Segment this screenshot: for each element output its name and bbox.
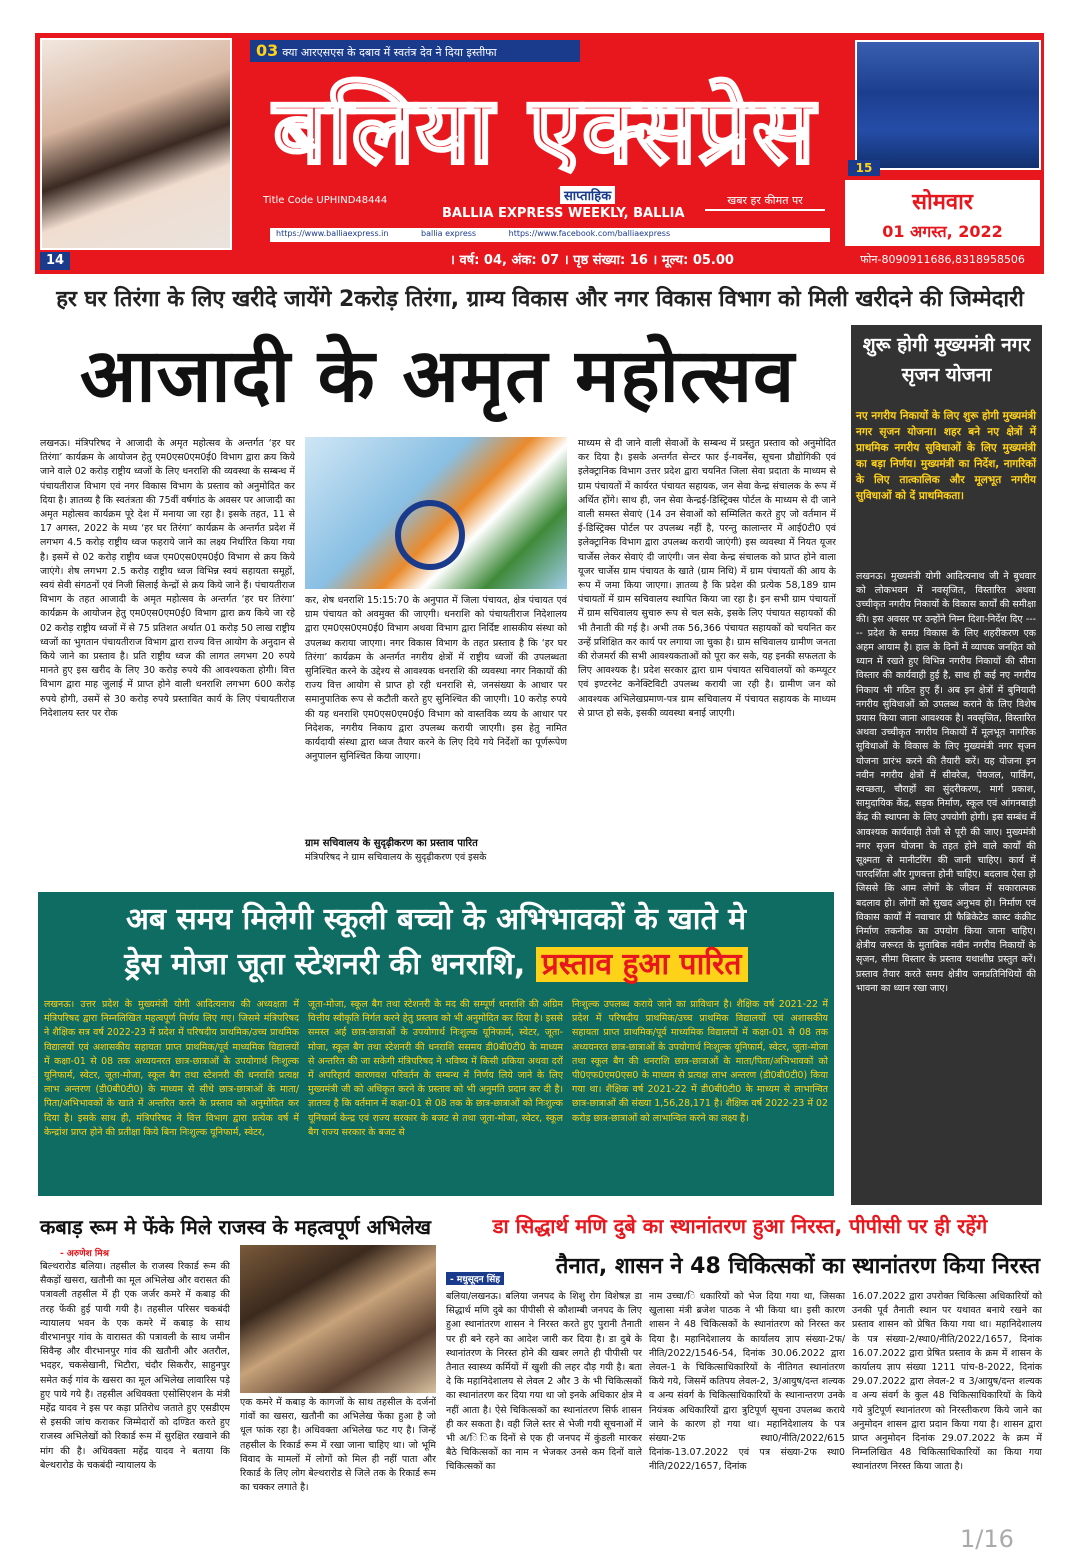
issue-date: 01 अगस्त, 2022: [882, 222, 1003, 241]
main-headline: आजादी के अमृत महोत्सव: [79, 333, 796, 419]
records-photo: [240, 1245, 436, 1393]
story2-headline-part-a: ड्रेस मोजा जूता स्टेशनरी की धनराशि,: [124, 947, 526, 982]
title-code: Title Code UPHIND48444: [263, 195, 388, 206]
story4-byline: - मधुसूदन सिंह: [446, 1272, 504, 1285]
story1-col2-text: कर, शेष धनराशि 15:15:70 के अनुपात में जिला पंचायत, क्षेत्र पंचायत एवं ग्राम पंचायत को अवमुक्त की जाएगी। धनराशि को पंचायतीराज निदेशालय द्वारा एम0एस0एम0ई0 विभाग अथवा विभाग द्वारा निर्दिष्ट शासकीय संस्था को उपलब्ध कराया जाएगा। नगर विकास विभाग के तहत प्रस्ताव है कि ‘हर घर तिरंगा’ कार्यक्रम के अन्तर्गत नगरीय क्षेत्रों में राष्ट्रीय ध्वजों की उपलब्धता सुनिश्चित करने के उद्देश्य से आवश्यक धनराशि की व्यवस्था नगर निकायों की राज्य वित्त आयोग से प्राप्त हो रही धनराशि से, जनसंख्या के आधार पर समानुपातिक रूप से कटौती करते हुए सुनिश्चित की जाएगी। 10 करोड़ रुपये की यह धनराशि एम0एस0एम0ई0 विभाग को वास्तविक व्यय के आधार पर निदेशक, नगरीय निकाय द्वारा उपलब्ध करायी जाएगी। इस हेतु नामित कार्यदायी संस्था द्वारा ध्वज तैयार करने के लिए दिये गये निर्देशों का पूर्णरूपेण अनुपालन सुनिश्चित किया जाएगा।: [305, 595, 567, 763]
page-ref-left[interactable]: 14: [40, 252, 70, 270]
sidebox-body: लखनऊ। मुख्यमंत्री योगी आदित्यनाथ जी ने बुधवार को लोकभवन में नवसृजित, विस्तारित अथवा उच्चीकृत नगरीय निकायों के विकास कार्यों की समीक्षा की। इस अवसर पर उन्होंने निम्न दिशा-निर्देश दिए ----- प्रदेश के समग्र विकास के लिए शहरीकरण एक अहम आयाम है। हाल के दिनों में व्यापक जनहित को ध्यान में रखते हुए विभिन्न नगरीय निकायों की सीमा विस्तार की कार्यवाही हुई है, साथ ही कई नए नगरीय निकाय भी गठित हुए हैं। अब इन क्षेत्रों में बुनियादी नगरीय सुविधाओं को उपलब्ध कराने के लिए विशेष प्रयास किया जाना आवश्यक है। नवसृजित, विस्तारित अथवा उच्चीकृत नगरीय निकायों में मूलभूत नागरिक सुविधाओं के विकास के लिए मुख्यमंत्री नगर सृजन योजना प्रारंभ करने की तैयारी करें। यह योजना इन नवीन नगरीय क्षेत्रों में सीवरेज, पेयजल, पार्किंग, स्वच्छता, चौराहों का सुंदरीकरण, मार्ग प्रकाश, सामुदायिक केंद्र, सड़क निर्माण, स्कूल एवं आंगनबाड़ी केंद्र की स्थापना के लिए उपयोगी होगी। इस सम्बंध में आवश्यक कार्यवाही तेजी से पूरी की जाए। मुख्यमंत्री नगर सृजन योजना के तहत होने वाले कार्यों की सूक्ष्मता से मानीटरिंग की जानी चाहिए। कार्य में पारदर्शिता और गुणवत्ता होनी चाहिए। बदलाव ऐसा हो जिससे कि आम लोगों के जीवन में सकारात्मक बदलाव हो। लोगों को सुखद अनुभव हो। निर्माण एवं विकास कार्यों में नवाचार प्री फैब्रिकेटेड कास्ट कंक्रीट निर्माण तकनीक का उपयोग किया जाना चाहिए। क्षेत्रीय जरूरत के मुताबिक नवीन नगरीय निकायों के सृजन, सीमा विस्तार के प्रस्ताव यथाशीघ्र प्रस्तुत करें। प्रस्ताव तैयार करते समय क्षेत्रीय जनप्रतिनिधियों की भावना का ध्यान रखा जाए।: [856, 571, 1036, 994]
story2-headline-highlight: प्रस्ताव हुआ पारित: [536, 947, 748, 982]
sub-headline: हर घर तिरंगा के लिए खरीदे जायेंगे 2करोड़ तिरंगा, ग्राम्य विकास और नगर विकास विभाग को मिली खरीदने की जिम्मेदारी: [56, 287, 1024, 312]
newspaper-logo: बलिया एक्सप्रेस: [273, 76, 817, 184]
youtube-link[interactable]: ballia express: [421, 229, 477, 238]
ashoka-chakra-icon: [395, 500, 465, 570]
story1-col2-end: मंत्रिपरिषद ने ग्राम सचिवालय के सुदृढ़ीकरण एवं इसके: [305, 852, 487, 863]
sidebox-headline: शुरू होगी मुख्यमंत्री नगर सृजन योजना: [862, 334, 1031, 386]
story2-headline-line1: अब समय मिलेगी स्कूली बच्चो के अभिभावकों के खाते मे: [125, 902, 747, 937]
top-news-strip[interactable]: [250, 40, 580, 62]
story4-headline2: तैनात, शासन ने 48 चिकित्सकों का स्थानांतरण किया निरस्त: [555, 1254, 1040, 1279]
story3-headline: कबाड़ रूम मे फेंके मिले राजस्व के महत्वपूर्ण अभिलेख: [40, 1215, 432, 1239]
slogan: खबर हर कीमत पर: [705, 193, 825, 211]
publication-name: BALLIA EXPRESS WEEKLY, BALLIA: [442, 206, 685, 221]
page-ref-right[interactable]: 15: [848, 160, 880, 176]
issue-day: सोमवार: [912, 190, 973, 215]
story2-col1: लखनऊ। उत्तर प्रदेश के मुख्यमंत्री योगी आदित्यनाथ की अध्यक्षता में मंत्रिपरिषद द्वारा निम्नलिखित महत्वपूर्ण निर्णय लिए गए। जिसमे मंत्रिपरिषद ने शैक्षिक सत्र वर्ष 2022-23 में प्रदेश में परिषदीय प्राथमिक/उच्च प्राथमिक विद्यालयों एवं अशासकीय सहायता प्राप्त प्राथमिक/पूर्व माध्यमिक विद्यालयों में कक्षा-01 से 08 तक अध्ययनरत छात्र-छात्राओं के उपयोगार्थ निःशुल्क यूनिफार्म, स्वेटर, जूता-मोजा, स्कूल बैग तथा स्टेशनरी की धनराशि प्रत्यक्ष लाभ अन्तरण (डी0बी0टी0) के माध्यम से सीधे छात्र-छात्राओं के माता/पिता/अभिभावकों के खाते में अन्तरित करने के प्रस्ताव को अनुमोदित कर दिया है। इसके साथ ही, मंत्रिपरिषद ने वित्त विभाग द्वारा प्रत्येक वर्ष में केन्द्रांश प्राप्त होने की प्रतीक्षा किये बिना निःशुल्क यूनिफार्म, स्वेटर,: [44, 999, 299, 1138]
story2-col3: निःशुल्क उपलब्ध कराये जाने का प्राविधान है। शैक्षिक वर्ष 2021-22 में प्रदेश में परिषदीय प्राथमिक/उच्च प्राथमिक विद्यालयों एवं अशासकीय सहायता प्राप्त प्राथमिक/पूर्व माध्यमिक विद्यालयों में कक्षा-01 से 08 तक अध्ययनरत छात्र-छात्राओं के उपयोगार्थ निःशुल्क यूनिफार्म, स्वेटर, जूता-मोजा तथा स्कूल बैग की धनराशि छात्र-छात्राओं के माता/पिता/अभिभावकों को पी0एफ0एम0एस0 के माध्यम से प्रत्यक्ष लाभ अन्तरण (डी0बी0टी0) किया गया था। शैक्षिक वर्ष 2021-22 में डी0बी0टी0 के माध्यम से लाभान्वित छात्र-छात्राओं की संख्या 1,56,28,171 है। शैक्षिक वर्ष 2022-23 में 02 करोड़ छात्र-छात्राओं को लाभान्वित करने का लक्ष्य है।: [572, 999, 828, 1124]
story3-col2: एक कमरे में कबाड़ के कागजों के साथ तहसील के दर्जनों गांवों का खसरा, खतौनी का अभिलेख फेंका हुआ है जो धूल फांक रहा है। अधिवक्ता अभिलेख फट गए है। जिन्हें तहसील के रिकार्ड रूम में रखा जाना चाहिए था। जो भूमि विवाद के मामलों में लोगों को मिल ही नहीं पाता और रिकार्ड के लिए लोग बेल्थरारोड से जिले तक के रिकार्ड रूम का चक्कर लगाते है।: [240, 1397, 436, 1494]
story1-col3: माध्यम से दी जाने वाली सेवाओं के सम्बन्ध में प्रस्तुत प्रस्ताव को अनुमोदित कर दिया है। इसके अन्तर्गत सेन्टर फार ई-गवर्नेंस, सूचना प्रौद्योगिकी एवं इलेक्ट्रानिक विभाग उत्तर प्रदेश द्वारा चयनित जिला सेवा प्रदाता के माध्यम से ग्राम पंचायतों में कार्यरत पंचायत सहायक, जन सेवा केन्द्र संचालक के रूप में अर्थित होंगे। साथ ही, जन सेवा केन्द्रई-डिस्ट्रिक्स पोर्टल के माध्यम से दी जाने वाली समस्त सेवाएं (14 उन सेवाओं को सम्मिलित करते हुए जो वर्तमान में ई-डिस्ट्रिक्स पोर्टल पर उपलब्ध नहीं है, परन्तु कालान्तर में आई0टी0 एवं इलेक्ट्रानिक विभाग द्वारा उपलब्ध करायी जाएंगी) इस व्यवस्था में नियत यूजर चार्जेस लेकर सेवाएं दी जाएंगी। जन सेवा केन्द्र संचालक को प्राप्त होने वाला यूजर चार्जेस ग्राम पंचायत के खाते (ग्राम निधि) में ग्राम पंचायतों की आय के रूप में जमा किया जाएगा। ज्ञातव्य है कि प्रदेश की प्रत्येक 58,189 ग्राम पंचायतों में ग्राम सचिवालय स्थापित किया जा रहा है। इन सभी ग्राम पंचायतों में ग्राम सचिवालय सुचारु रूप से चल सके, इसके लिए पंचायत सहायकों की भी तैनाती की गई है। अभी तक 56,366 पंचायत सहायकों को चयनित कर उन्हें प्रशिक्षित कर कार्य पर लगाया जा चुका है। ग्राम सचिवालय ग्रामीण जनता की रोजमर्रा की सभी आवश्यकताओं को पूरा कर सके, यह इनकी सफलता के लिए आवश्यक है। प्रदेश सरकार द्वारा ग्राम पंचायत सचिवालयों को कम्प्यूटर एवं इण्टरनेट कनेक्टिविटी उपलब्ध करायी जा रही है। ग्रामीण जन को आवश्यक अभिलेखप्रमाण-पत्र ग्राम सचिवालय में पंचायत सहायक के माध्यम से प्राप्त हो सके, इसकी व्यवस्था बनाई जाएगी।: [578, 438, 836, 719]
facebook-link[interactable]: https://www.facebook.com/balliaexpress: [508, 229, 671, 238]
sidebox-lead: नए नगरीय निकायों के लिए शुरू होगी मुख्यमंत्री नगर सृजन योजना। शहर बने नए क्षेत्रों में प्राथमिक नगरीय सुविधाओं के लिए मुख्यमंत्री का बड़ा निर्णय। मुख्यमंत्री का निर्देश, नागरिकों के लिए तात्कालिक और मूलभूत नगरीय सुविधाओं को दें प्राथमिकता।: [856, 410, 1036, 502]
story4-headline1: डा सिद्धार्थ मणि दुबे का स्थानांतरण हुआ निरस्त, पीपीसी पर ही रहेंगे: [440, 1212, 1040, 1242]
story4-col1: बलिया/लखनऊ। बलिया जनपद के शिशु रोग विशेषज्ञ डा सिद्धार्थ मणि दुबे का पीपीसी से कौशाम्बी जनपद के लिए हुआ स्थानांतरण शासन ने निरस्त करते हुए पुरानी तैनाती पर ही बने रहने का आदेश जारी कर दिया है। डा दुबे के स्थानांतरण के निरस्त होने की खबर लगते ही पीपीसी पर तैनात स्वास्थ्य कर्मियों में खुशी की लहर दौड़ गयी है। बता दे कि महानिदेशालय से लेवल 2 और 3 के भी चिकित्सकों का स्थानांतरण कर दिया गया था जो इनके अधिकार क्षेत्र मे नहीं आता है। ऐसे चिकित्सकों का स्थानांतरण सिर्फ शासन ही कर सकता है। वही जिले स्तर से भेजी गयी सूचनाओं में भी अ/ि िक दिनों से एक ही जनपद में कुंडली मारकर बैठे चिकित्सकों का नाम न भेजकर उनसे कम दिनों वाले चिकित्सकों का: [446, 1291, 642, 1473]
cover-photo-left: [40, 38, 232, 250]
cover-photo-right: [855, 40, 1041, 170]
page-number: 1/16: [960, 1525, 1014, 1553]
website-link[interactable]: https://www.balliaexpress.in: [276, 229, 389, 238]
story3-col1: बिल्थरारोड बलिया। तहसील के राजस्व रिकार्ड रूम की सैकड़ों खसरा, खतौनी का मूल अभिलेख और वरासत की पत्रावली तहसील में ही एक जर्जर कमरे में कबाड़ की तरह फेंकी हुई पायी गयी है। तहसील परिसर चकबंदी न्यायालय भवन के एक कमरे में कबाड़ के साथ वीरभानपुर गांव के वारासत की पत्रावली के साथ जमीन सिवैन्ह और वीरभानपुर गांव की खतौनी और अतरौल, भदहर, चकसेखानी, भिटौरा, चंदौर सिकरौर, साहुनपुर समेत कई गांव के खसरा का मूल अभिलेख लावारिस पड़े हुए पाये गये है। तहसील अधिवक्ता एसोसिएशन के मंत्री महेंद्र यादव ने इस पर कड़ा प्रतिरोध जताते हुए एसडीएम से इसकी जांच कराकर जिम्मेदारों को दण्डित करते हुए राजस्व अभिलेखों को रिकार्ड रूम में सुरक्षित रखवाने की मांग की है। अधिवक्ता महेंद्र यादव ने बताया कि बेल्थरारोड के चकबंदी न्यायालय के: [40, 1261, 230, 1471]
story2-col2: जूता-मोजा, स्कूल बैग तथा स्टेशनरी के मद की सम्पूर्ण धनराशि की अग्रिम वित्तीय स्वीकृति निर्गत करने हेतु प्रस्ताव को भी अनुमोदित कर दिया है। इससे समस्त अर्ह छात्र-छात्राओं के उपयोगार्थ निःशुल्क यूनिफार्म, स्वेटर, जूता-मोजा, स्कूल बैग तथा स्टेशनरी की धनराशि ससमय डी0बी0टी0 के माध्यम से अन्तरित की जा सकेगी मंत्रिपरिषद ने भविष्य में किसी प्रकिया अथवा दरों में अपरिहार्य कारणवश परिवर्तन के सम्बन्ध में निर्णय लिये जाने के लिए मुख्यमंत्री जी को अधिकृत करने के प्रस्ताव को भी अनुमति प्रदान कर दी है। ज्ञातव्य है कि वर्तमान में कक्षा-01 से 08 तक के छात्र-छात्राओं को निःशुल्क यूनिफार्म केन्द्र एवं राज्य सरकार के बजट से तथा जूता-मोजा, स्वेटर, स्कूल बैग राज्य सरकार के बजट से: [308, 999, 563, 1138]
contact-phone: फोन-8090911686,8318958506: [860, 253, 1025, 266]
top-news-text: क्या आरएसएस के दबाव में स्वतंत्र देव ने दिया इस्तीफा: [282, 46, 497, 59]
story4-col2: नाम उच्चा/ि धकारियों को भेज दिया गया था, जिसका खुलासा मंत्री ब्रजेश पाठक ने भी किया था। इसी कारण शासन ने 48 चिकित्सकों के स्थानांतरण को निरस्त कर दिया है। महानिदेशालय के कार्यालय ज्ञाप संख्या-2फ/नीति/2022/1546-54, दिनांक 30.06.2022 द्वारा लेवल-1 के चिकित्साधिकारियों के नीतिगत स्थानांतरण किये गये, जिसमें कतिपय लेवल-2, 3/आयुष/दन्त शल्यक व अन्य संवर्ग के चिकित्साधिकारियों के स्थानान्तरण उनके नियंत्रक अधिकारियों द्वारा त्रुटिपूर्ण सूचना उपलब्ध कराये जाने के कारण हो गया था। महानिदेशालय के पत्र संख्या-2फ स्था0/नीति/2022/615 दिनांक-13.07.2022 एवं पत्र संख्या-2फ स्था0 नीति/2022/1657, दिनांक: [649, 1291, 845, 1473]
story2-headline-line2: [38, 942, 834, 983]
social-links: [270, 228, 830, 242]
issue-info: । वर्ष: 04, अंक: 07 । पृष्ठ संख्या: 16 । मूल्य: 05.00: [450, 253, 734, 268]
story1-subhead: ग्राम सचिवालय के सुदृढ़ीकरण का प्रस्ताव पारित: [305, 838, 478, 849]
top-news-page: 03: [256, 41, 279, 60]
story3-byline: - अरुणेश मिश्र: [60, 1249, 109, 1259]
story1-col2: [305, 594, 567, 884]
story1-col1: लखनऊ। मंत्रिपरिषद ने आजादी के अमृत महोत्सव के अन्तर्गत ‘हर घर तिरंगा’ कार्यक्रम के आयोजन हेतु एम0एस0एम0ई0 विभाग द्वारा क्रय किये जाने वाले 02 करोड़ राष्ट्रीय ध्वजों के लिए धनराशि की व्यवस्था के सम्बन्ध में पंचायतीराज विभाग एवं नगर विकास विभाग के प्रस्ताव को अनुमोदित कर दिया है। ज्ञातव्य है कि स्वतंत्रता की 75वीं वर्षगांठ के अवसर पर आजादी का अमृत महोत्सव कार्यक्रम पूरे देश में मनाया जा रहा है। इसके तहत, 11 से 17 अगस्त, 2022 के मध्य ‘हर घर तिरंगा’ कार्यक्रम के अन्तर्गत प्रदेश में लगभग 4.5 करोड़ राष्ट्रीय ध्वज फहराये जाने का लक्ष्य निर्धारित किया गया है। इसमें से 02 करोड़ राष्ट्रीय ध्वज एम0एस0एम0ई0 विभाग से क्रय किये जाएंगे। शेष लगभग 2.5 करोड़ राष्ट्रीय ध्वज विभिन्न स्वयं सहायता समूहों, स्वयं सेवी संगठनों एवं निजी सिलाई केन्द्रों से क्रय किये जाने हैं। पंचायतीराज विभाग के तहत आजादी के अमृत महोत्सव के अन्तर्गत ‘हर घर तिरंगा’ कार्यक्रम के आयोजन हेतु एम0एस0एम0ई0 विभाग द्वारा क्रय किये जा रहे 02 करोड़ राष्ट्रीय ध्वजों में से 75 प्रतिशत अर्थात 01 करोड़ 50 लाख राष्ट्रीय ध्वजों का भुगतान पंचायतीराज विभाग द्वारा राज्य वित्त आयोग के अनुदान से किये जाने का प्रस्ताव है। प्रति राष्ट्रीय ध्वज की लागत लगभग 20 रुपये मानते हुए इस खरीद के लिए 30 करोड़ रुपये की आवश्यकता होगी। वित्त विभाग द्वारा माह जुलाई में प्राप्त होने वाली धनराशि लगभग 600 करोड़ रुपये होगी, उसमें से 30 करोड़ रुपये प्रस्तावित कार्य के लिए पंचायतीराज निदेशालय स्तर पर रोक: [40, 438, 295, 719]
story4-col3: 16.07.2022 द्वारा उपरोक्त चिकित्सा अधिकारियों को उनकी पूर्व तैनाती स्थान पर यथावत बनाये रखने का प्रस्ताव शासन को प्रेषित किया गया था। महानिदेशालय के पत्र संख्या-2/स्था0/नीति/2022/1657, दिनांक 16.07.2022 द्वारा प्रेषित प्रस्ताव के क्रम में शासन के कार्यालय ज्ञाप संख्या 1211 पांच-8-2022, दिनांक 29.07.2022 द्वारा लेवल-2 व 3/आयुष/दन्त शल्यक व अन्य संवर्ग के कुल 48 चिकित्साधिकारियों के किये गये त्रुटिपूर्ण स्थानांतरण को निरस्तीकरण किये जाने का अनुमोदन शासन द्वारा प्रदान किया गया है। शासन द्वारा प्राप्त अनुमोदन दिनांक 29.07.2022 के क्रम में निम्नलिखित 48 चिकित्साधिकारियों का किया गया स्थानांतरण निरस्त किया जाता है।: [852, 1291, 1042, 1473]
frequency-label: साप्ताहिक: [560, 186, 615, 204]
